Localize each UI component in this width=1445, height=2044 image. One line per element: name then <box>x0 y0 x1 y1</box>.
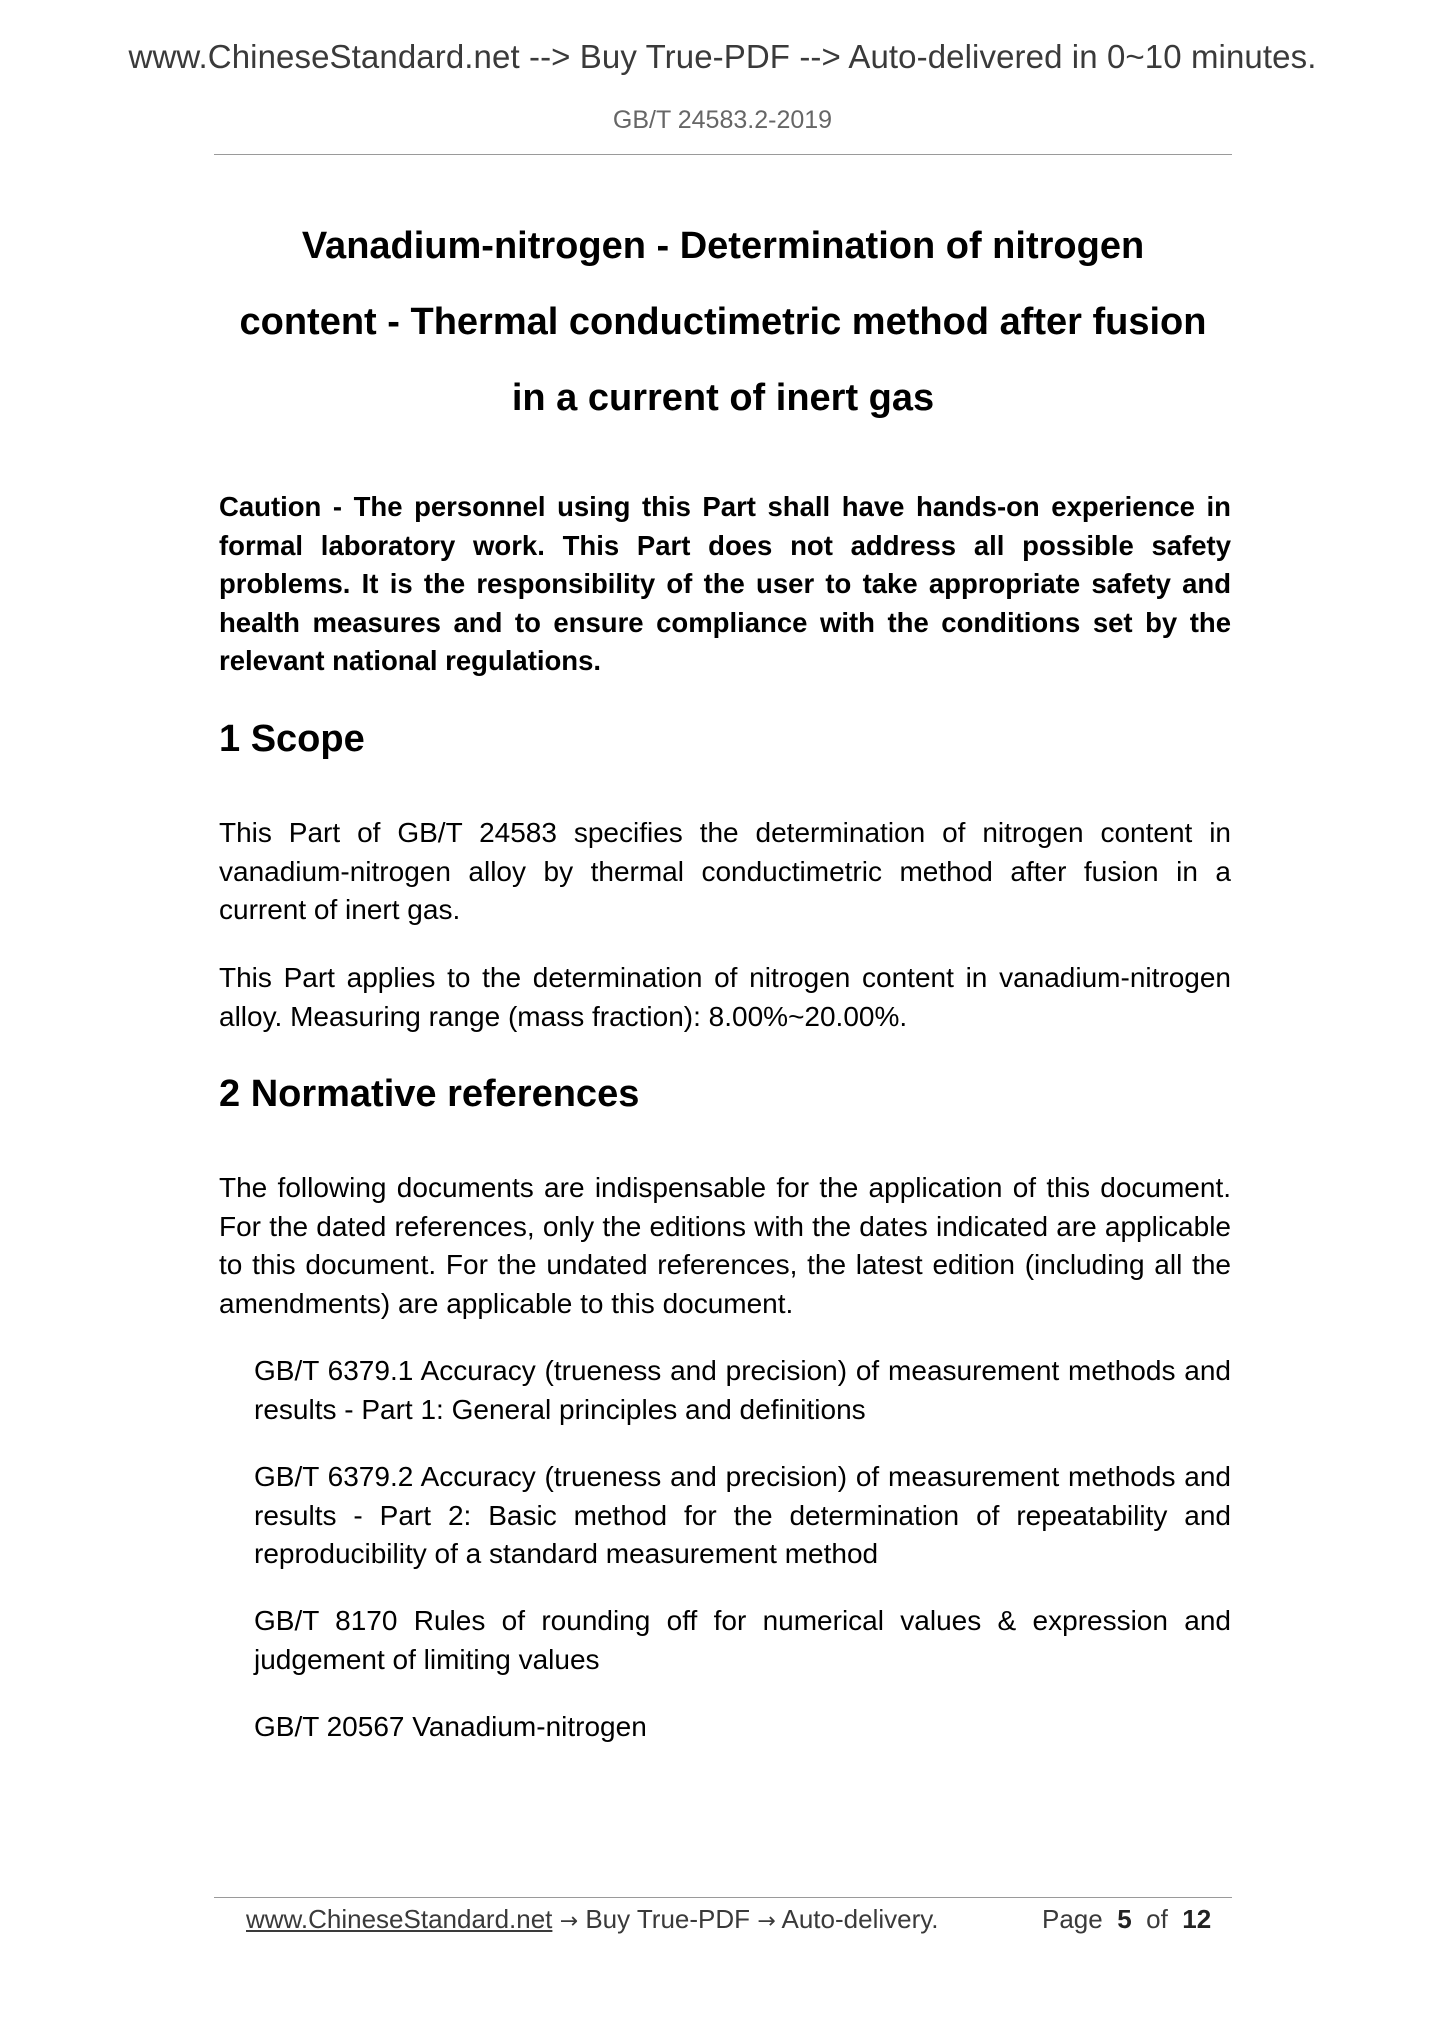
current-page: 5 <box>1117 1904 1132 1934</box>
of-label: of <box>1146 1904 1168 1934</box>
title-line-1: Vanadium-nitrogen - Determination of nitrogen <box>301 225 1145 267</box>
reference-item: GB/T 6379.1 Accuracy (trueness and precision) of measurement methods and results - Part 1: General principles and definitions <box>254 1355 1231 1425</box>
title-line-3: in a current of inert gas <box>511 377 935 419</box>
right-arrow-icon: → <box>559 1909 579 1934</box>
page-number <box>1042 1904 1211 1935</box>
footer-buy-text: Buy True-PDF <box>585 1904 751 1934</box>
page-footer <box>0 1900 1445 1950</box>
standard-code: GB/T 24583.2-2019 <box>612 106 833 134</box>
section-1-heading: 1 Scope <box>219 718 365 760</box>
footer-delivery-text: Auto-delivery. <box>781 1904 939 1934</box>
top-banner: www.ChineseStandard.net --> Buy True-PDF --> Auto-delivered in 0~10 minutes. <box>128 38 1317 75</box>
total-pages: 12 <box>1182 1904 1212 1934</box>
footer-divider <box>214 1897 1232 1898</box>
footer-site-link[interactable]: www.ChineseStandard.net <box>246 1904 553 1934</box>
document-title <box>214 208 1232 436</box>
footer-links <box>246 1904 939 1935</box>
caution-notice: Caution - The personnel using this Part shall have hands-on experience in formal laboratory work. This Part does not address all possible safety problems. It is the responsibility of the user to take appropriate safety and health measures and to ensure compliance with the conditions set by the relevant national regulations. <box>219 491 1231 676</box>
reference-item: GB/T 6379.2 Accuracy (trueness and precision) of measurement methods and results - Part 2: Basic method for the determination of repeatability and reproducibility of a standard measurement method <box>254 1461 1231 1569</box>
scope-paragraph-1: This Part of GB/T 24583 specifies the determination of nitrogen content in vanadium-nitrogen alloy by thermal conductimetric method after fusion in a current of inert gas. <box>219 817 1231 925</box>
title-line-2: content - Thermal conductimetric method after fusion <box>239 301 1207 343</box>
page-label: Page <box>1042 1904 1103 1934</box>
section-2-heading: 2 Normative references <box>219 1073 640 1115</box>
header-divider <box>214 154 1232 155</box>
scope-paragraph-2: This Part applies to the determination of nitrogen content in vanadium-nitrogen alloy. Measuring range (mass fraction): 8.00%~20.00%. <box>219 962 1231 1032</box>
reference-item: GB/T 20567 Vanadium-nitrogen <box>254 1711 647 1742</box>
right-arrow-icon: → <box>757 1909 776 1934</box>
references-intro: The following documents are indispensable for the application of this document. For the dated references, only the editions with the dates indicated are applicable to this document. For the undated references, the latest edition (including all the amendments) are applicable to this document. <box>219 1172 1231 1319</box>
reference-item: GB/T 8170 Rules of rounding off for numerical values & expression and judgement of limiting values <box>254 1605 1231 1675</box>
